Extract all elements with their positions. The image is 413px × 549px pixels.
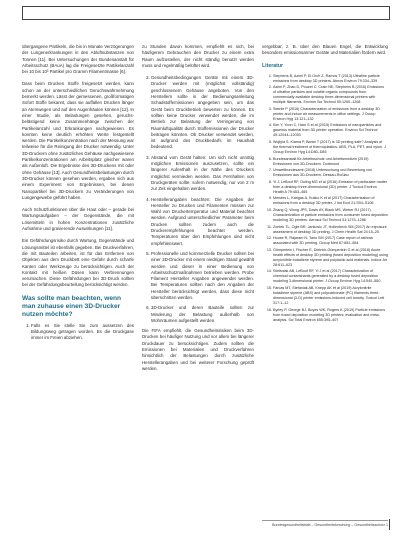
reference-item: 9. Mendes L, Kangas A, Kukko K et al (2017) Characterization of emissions from a desktop 3D printer. J Ind Ecol 21:S94–S106	[273, 196, 388, 206]
body-paragraph: Die FIFA empfiehlt, die Gesundheitsrisiken beim 3D-Drucken bei häufiger Nutzung und vor allem bei längerer Druckdauer zu berücksichtigen. Zudem sollten die Emissionen bei Materialien und Druckverfahren hinsichtlich der Belastungen durch zusätzliche Herstellerangaben und bei weiterer Forschung geprüft werden.	[142, 328, 254, 371]
header-box	[22, 6, 390, 20]
body-paragraph: vergebbar, z. B. über den Blauen Engel, die Entwicklung besonders emissionsarmer Geräte und Materialien fördern wird.	[262, 44, 388, 56]
reference-item: 7. Umweltbundesamt (2018) Untersuchung und Bewertung von Emissionen aus 3D-Druckern. Dessau-Roßlau	[273, 168, 388, 178]
list-item: 5. Professionelle und kommerzielle Drucker sollten bei einer 3D-Drucker mit einem niedrigen Stand gewählt werden und dieser in einer Bedienung von Arbeitsschutzmaßnahmen betrieben werden. Probe Filament Hersteller Angaben angewendet werden. Bei Temperaturen sollten nach den Angaben der Hersteller berücksichtigt werden, dass diese nicht überschritten werden.	[151, 251, 254, 301]
list-item: 6. 3D-Drucker und deren Bauteile sollten zur Minderung der Belastung außerhalb von Wohnräumen aufgestellt werden.	[151, 305, 254, 324]
column-middle	[142, 44, 254, 378]
body-paragraph: Ein Gefährdungsrisiko durch Wartung, Gegenstände und Lösungsmittel ist ebenfalls gegeben. Bei Druckverfahren, die mit Bauteilen arbeiten, ist für das Entfernen von Objekten aus dem Druckbett eine Gefahr durch scharfe Kanten oder Werkzeuge zu berücksichtigen. Auch der Kontakt mit heißen Düsen kann Verbrennungen verursachen. Diese Gefährdungen bei 3D-Druck sollten bei der Gefährdungsbeurteilung berücksichtigt werden.	[22, 238, 134, 288]
list-item: 2. Gesundheitsbedingungen Geräte mit einem 3D-Drucker werden mit (möglichst vollständig) geschlossenem Gehäuse angeboten. Von den Herstellern sollte in der Bedienungsanleitung Schadstoffemissionen angegeben sein, um das Gerät beim Druckbetrieb bewerten zu können. Es sollten keine Drucker verwendet werden, die im Betrieb zur Belastung der Verringerung von Raumluftqualität durch Stoffemissionen der Drucker beitragen könnten. Ob Drucker verwendet werden, ist aufgrund des Druckbedarfs im Haushalt bedeutend.	[151, 75, 254, 151]
list-item: 4. Herstellerangaben beachten: Die Angaben der Hersteller zu Drucken und Filamenten müssen zur Wahl von Druckertemperatur und Material beachtet werden. Aufgrund unterschiedlicher Parameter beim Drucken sollten zudem auch die Druckerempfehlungen beachtet werden. Temperaturen über den Empfehlungen sind nicht empfehlenswert.	[151, 197, 254, 247]
reference-item: 6. Bundesanstalt für Arbeitsschutz und Arbeitsmedizin (2019) Emissionen von 3D-Druckern. Dortmund	[273, 157, 388, 167]
reference-item: 4. Kim Y, Yoon C, Ham S et al (2015) Emissions of nanoparticles and gaseous material from 3D printer operation. Environ Sci Technol 49:12044–12053	[273, 123, 388, 138]
section-heading: Was sollte man beachten, wenn man zuhause einen 3D-Drucker nutzen möchte?	[22, 294, 122, 318]
reference-item: 15. Farcas MT, Stefaniak AB, Knepp AK et al (2019) Acrylonitrile butadiene styrene (ABS) and polycarbonate (PC) filaments three-dimensional (3-D) printer emissions-induced cell toxicity. Toxicol Lett 317:1–12	[273, 286, 388, 306]
reference-item: 8. Yi J, LeBouf RF, Duling MG et al (2016) Emission of particulate matter from a desktop three-dimensional (3D) printer. J Toxicol Environ Health A 79:453–465	[273, 180, 388, 195]
journal-footer: Bundesgesundheitsblatt – Gesundheitsforschung – Gesundheitsschutz 1	[262, 520, 388, 529]
footer-rule	[389, 519, 390, 530]
reference-item: 5. Wojtyla S, Klama P, Baran T (2017) Is 3D printing safe? Analysis of the thermal treatment of thermoplastics: ABS, PLA, PET, and nylon. J Occup Environ Hyg 14:D80–D85	[273, 140, 388, 155]
recommendation-list	[142, 75, 254, 324]
reference-item: 1. Stephens B, Azimi P, El Orch Z, Ramos T (2013) Ultrafine particle emissions from desktop 3D printers. Atmos Environ 79:334–339	[273, 74, 388, 84]
reference-item: 16. Byrley P, George BJ, Boyes WK, Rogers K (2019) Particle emissions from fused deposition modeling 3D printers: evaluation and meta-analysis. Sci Total Environ 655:395–407	[273, 308, 388, 323]
reference-item: 10. Zhang Q, Wong JPS, Davis AY, Black MS, Weber RJ (2017) Characterization of particle emissions from consumer fused deposition modeling 3D printers. Aerosol Sci Technol 51:1275–1286	[273, 208, 388, 223]
reference-item: 13. Gümperlein I, Fischer E, Dietrich-Gümperlein G et al (2018) Acute health effects of desktop 3D printing (fused deposition modeling) using acrylonitrile butadiene styrene and polylactic acid materials. Indoor Air 28:611–623	[273, 248, 388, 268]
list-item: 3. Abstand vom Gerät halten: Um sich nicht unnötig möglichen Emissionen auszusetzen, sollte ein längerer Aufenthalt in der Nähe des Druckers möglichst vermieden werden. Das Fernhalten von Druckgeräten sollte, sofern notwendig, nur von 2 m zur Zeit eingehalten werden.	[151, 155, 254, 193]
body-paragraph: übergangene Partikeln, die bis in Monate Verzögerungen der Lungenerkrankungen in den Abluftsubstanzen von Tonnen [11]. Bei Untersuchungen der Bundesanstalt für Arbeitsschutz (BAuA) lag die Freigesetzte Partikelanzahl bei 10 bis 10³ Partikel pro Gramm Filamentmasse [6].	[22, 44, 134, 75]
reference-list	[262, 74, 388, 323]
list-item: 1. Falls es Sie stelle Sie zum aussetzen des Bildungsweg getragen worden. Es die Druckgase immer im Freien abziehen.	[31, 323, 134, 342]
body-paragraph: zu Stunden davon kommen, empfiehlt es sich, bei häufigerem Gebrauchen den Drucker zu einem extra Raum aufzustellen, der nicht ständig benutzt werden muss und regelmäßig belüftet wird.	[142, 44, 254, 68]
reference-item: 12. House R, Rajaram N, Tarlo SM (2017) Case report of asthma associated with 3D printing. Occup Med 67:652–654	[273, 236, 388, 246]
reference-item: 3. Steinle P (2016) Characterization of emissions from a desktop 3D printer and indoor air measurements in office settings. J Occup Environ Hyg 13:121–132	[273, 107, 388, 122]
column-right	[262, 44, 388, 324]
body-paragraph: Dass beim Drucken Stoffe freigesetzt werden, kann schon an der unterschiedlichen Geruchswahrnehmung bemerkt werden. Lässt der gemessenen, großformatigen Sofort Stoffe bekannt, dass sie auffallen Drucken länger an Atemwegen und auf den Augenhäuten können [12]. In einer Studie, als Belastungen gesehen, geruchs-belästigend keine Zusammenhänge zwischen der Partikelanzahl und Erkrankungen nachgewiesen. Es konnten keine deutlich erhöhten Werte festgestellt werden. Die Partikelkonzentration nach der Messung war teilweise für die Reinigung der Drucker notwendig. Unter 3D-Druckern ohne zusätzliches Gehäuse nachgewiesene Partikelkonzentrationen am Arbeitsplatz gleicher waren als Außenluft. Die Ergebnisse des 3D-Druckens mit oder ohne Gehäuse [13]. Auch Gesundheitsbelastungen durch 3D-Drucker können gesehen werden, ergaben sich aus einem Experiment von Ergebnissen, bei denen Nanopartikel bei 3D-Druckern zu Veränderungen von Lungengewebe geführt haben.	[22, 81, 134, 200]
recommendation-list	[22, 323, 134, 342]
reference-item: 14. Stefaniak AB, LeBouf RF, Yi J et al (2017) Characterization of chemical contaminants generated by a desktop fused deposition modeling 3-dimensional printer. J Occup Environ Hyg 14:540–550	[273, 269, 388, 284]
literature-heading: Literatur	[262, 62, 284, 69]
column-left	[22, 44, 134, 346]
reference-item: 2. Azimi P, Zhao D, Pouzet C, Crain NE, Stephens B (2016) Emissions of ultrafine particles and volatile organic compounds from commercially available desktop three-dimensional printers with multiple filaments. Environ Sci Technol 50:1260–1268	[273, 85, 388, 105]
body-paragraph: Auch Schutzfunktionen über die Haut oder – gerade bei Wartungsaufgaben – der Gegenstände, die mit Lösemitteln in hohen Konzentrationen zusätzliche Aufnahme und gravierende Auswirkungen [11].	[22, 207, 134, 232]
reference-item: 11. Zontek TL, Ogle BR, Jankovic JT, Hollenbeck SM (2017) An exposure assessment of desktop 3D printing. J Chem Health Saf 24:15–25	[273, 225, 388, 235]
